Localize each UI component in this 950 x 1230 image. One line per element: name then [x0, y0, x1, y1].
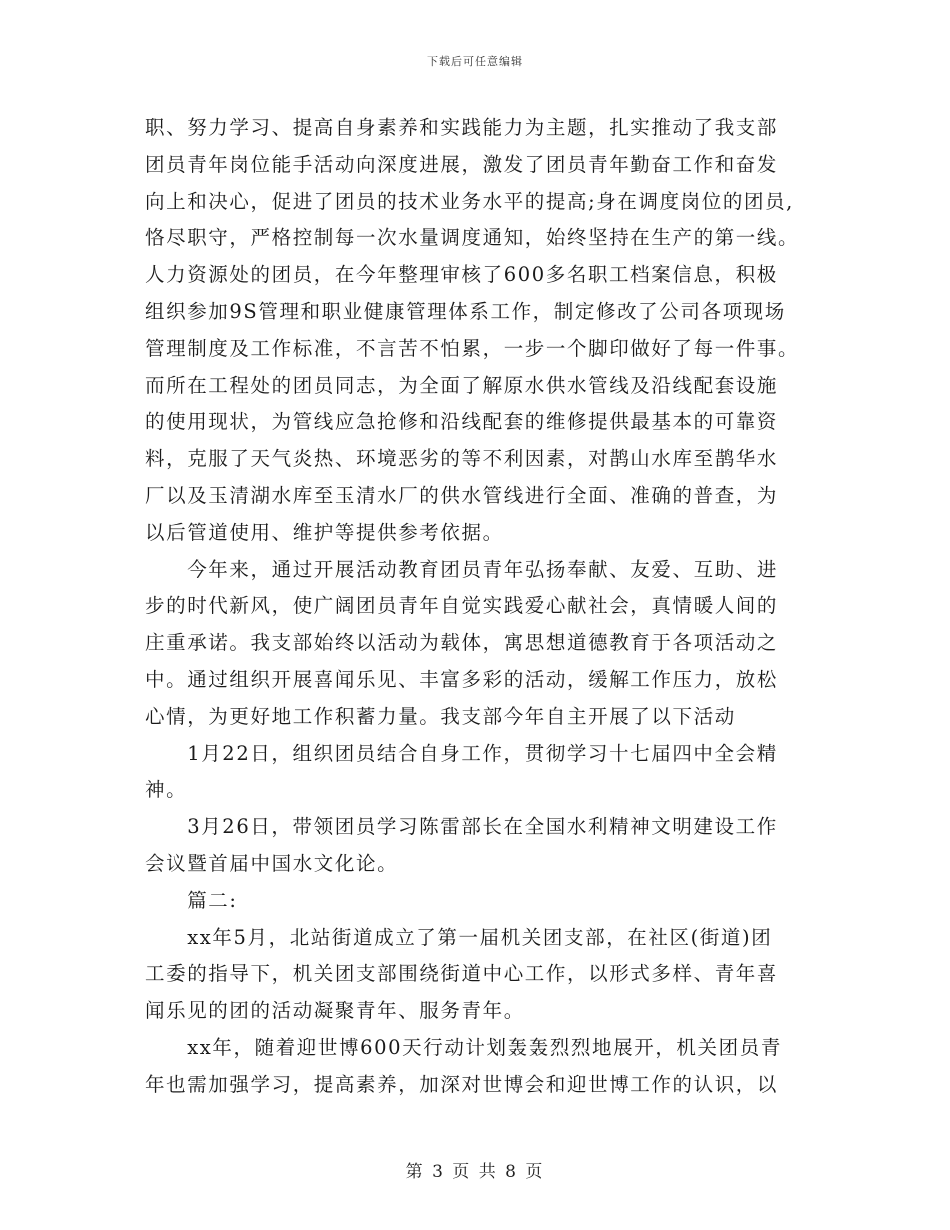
body-line: 会议暨首届中国水文化论。 [145, 851, 399, 875]
body-line: 恪尽职守，严格控制每一次水量调度通知，始终坚持在生产的第一线。 [145, 226, 800, 250]
body-line: 的使用现状，为管线应急抢修和沿线配套的维修提供最基本的可靠资 [145, 410, 779, 434]
body-line: 人力资源处的团员，在今年整理审核了600多名职工档案信息，积极 [145, 263, 778, 287]
body-line: 团员青年岗位能手活动向深度进展，激发了团员青年勤奋工作和奋发 [145, 152, 779, 176]
body-line: xx年，随着迎世博600天行动计划轰轰烈烈地展开，机关团员青 [145, 1035, 782, 1059]
body-line: 组织参加9S管理和职业健康管理体系工作，制定修改了公司各项现场 [145, 299, 786, 323]
body-line: 以后管道使用、维护等提供参考依据。 [145, 520, 504, 544]
body-line: 步的时代新风，使广阔团员青年自觉实践爱心献社会，真情暖人间的 [145, 594, 779, 618]
body-line: 职、努力学习、提高自身素养和实践能力为主题，扎实推动了我支部 [145, 116, 779, 139]
body-line: 中。通过组织开展喜闻乐见、丰富多彩的活动，缓解工作压力，放松 [145, 667, 779, 691]
body-line: 今年来，通过开展活动教育团员青年弘扬奉献、友爱、互助、进 [145, 557, 779, 581]
body-line: 神。 [145, 778, 188, 802]
page-number: 第 3 页 共 8 页 [405, 1162, 545, 1182]
body-line: 闻乐见的团的活动凝聚青年、服务青年。 [145, 999, 525, 1023]
body-line: 工委的指导下，机关团支部围绕街道中心工作，以形式多样、青年喜 [145, 962, 779, 986]
body-line: 心情，为更好地工作积蓄力量。我支部今年自主开展了以下活动 [145, 704, 736, 728]
body-line: 1月22日，组织团员结合自身工作，贯彻学习十七届四中全会精 [145, 741, 778, 765]
body-line: 向上和决心，促进了团员的技术业务水平的提高;身在调度岗位的团员, [145, 189, 794, 213]
body-line: 3月26日，带领团员学习陈雷部长在全国水利精神文明建设工作 [145, 815, 778, 839]
body-line: 年也需加强学习，提高素养，加深对世博会和迎世博工作的认识，以 [145, 1072, 779, 1096]
body-line: 庄重承诺。我支部始终以活动为载体，寓思想道德教育于各项活动之 [145, 631, 779, 655]
body-line: 管理制度及工作标准，不言苦不怕累，一步一个脚印做好了每一件事。 [145, 336, 800, 360]
section-heading: 篇二: [145, 888, 238, 912]
document-body [145, 110, 815, 1104]
page-header: 下载后可任意编辑 [427, 55, 523, 68]
body-line: 料，克服了天气炎热、环境恶劣的等不利因素，对鹊山水库至鹊华水 [145, 447, 779, 471]
body-line: xx年5月，北站街道成立了第一届机关团支部，在社区(街道)团 [145, 925, 773, 949]
body-line: 厂以及玉清湖水库至玉清水厂的供水管线进行全面、准确的普查，为 [145, 483, 779, 507]
body-line: 而所在工程处的团员同志，为全面了解原水供水管线及沿线配套设施 [145, 373, 779, 397]
